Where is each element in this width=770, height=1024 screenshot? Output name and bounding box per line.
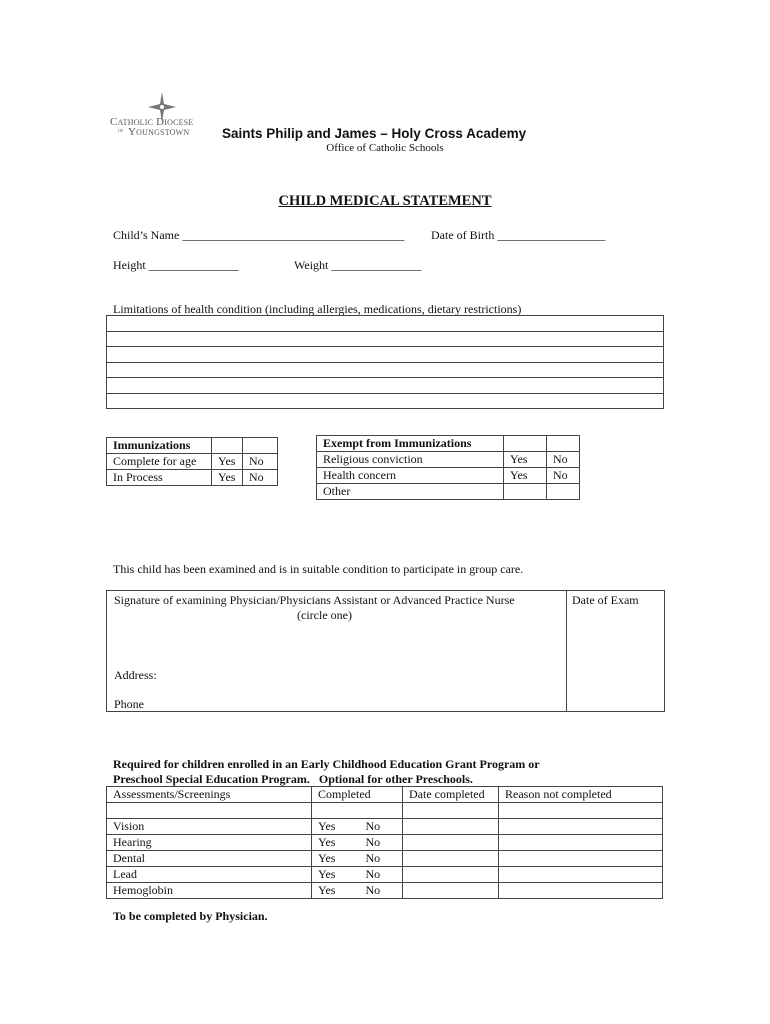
table-row	[107, 883, 663, 899]
logo-line-2: Youngstown	[128, 126, 190, 138]
reason-header: Reason not completed	[499, 787, 663, 803]
limitations-label: Limitations of health condition (including allergies, medications, dietary restrictions)	[113, 302, 522, 316]
assessment-completed[interactable]: Yes No	[312, 835, 403, 851]
immunizations-header: Immunizations	[107, 438, 212, 454]
exempt-no[interactable]	[547, 484, 580, 500]
immunizations-table	[106, 437, 278, 486]
limitations-line[interactable]	[107, 347, 664, 363]
exempt-row	[317, 452, 580, 468]
assessment-completed[interactable]: Yes No	[312, 867, 403, 883]
exempt-yes[interactable]: Yes	[504, 468, 547, 484]
assessment-name: Dental	[107, 851, 312, 867]
address-label: Address:	[114, 668, 157, 682]
assessments-spacer-row	[107, 803, 663, 819]
logo-line-2-small: of	[118, 128, 124, 134]
exempt-row	[317, 468, 580, 484]
immunization-yes[interactable]: Yes	[212, 470, 243, 486]
limitations-row	[107, 316, 664, 332]
immunization-no[interactable]: No	[243, 454, 278, 470]
date-of-exam-label: Date of Exam	[572, 593, 639, 607]
footer-note: To be completed by Physician.	[113, 909, 268, 923]
assessments-header-row	[107, 787, 663, 803]
reason-cell[interactable]	[499, 867, 663, 883]
signature-divider	[566, 591, 567, 711]
immunization-no[interactable]: No	[243, 470, 278, 486]
exempt-row	[317, 484, 580, 500]
limitations-table	[106, 315, 664, 409]
limitations-row	[107, 378, 664, 394]
exempt-yes[interactable]: Yes	[504, 452, 547, 468]
organization-name: Saints Philip and James – Holy Cross Academy	[222, 126, 527, 141]
limitations-row	[107, 347, 664, 363]
requirements-line-2: Preschool Special Education Program. Optional for other Preschools.	[113, 772, 473, 786]
signature-box	[106, 590, 665, 712]
exempt-label: Health concern	[317, 468, 504, 484]
height-field[interactable]: Height _______________	[113, 258, 239, 272]
signature-label: Signature of examining Physician/Physicians Assistant or Advanced Practice Nurse	[114, 593, 515, 607]
limitations-row	[107, 362, 664, 378]
table-row	[107, 851, 663, 867]
requirements-line-1: Required for children enrolled in an Early Childhood Education Grant Program or	[113, 757, 540, 771]
assessment-completed[interactable]: Yes No	[312, 819, 403, 835]
reason-cell[interactable]	[499, 819, 663, 835]
exempt-yes[interactable]	[504, 484, 547, 500]
table-row	[107, 867, 663, 883]
exempt-no[interactable]: No	[547, 468, 580, 484]
assessment-completed[interactable]: Yes No	[312, 851, 403, 867]
page-title: CHILD MEDICAL STATEMENT	[278, 193, 492, 209]
exempt-table	[316, 435, 580, 500]
logo-line-1: Catholic Diocese	[110, 116, 194, 128]
date-completed-cell[interactable]	[403, 851, 499, 867]
completed-header: Completed	[312, 787, 403, 803]
office-name: Office of Catholic Schools	[326, 142, 444, 154]
immunization-yes[interactable]: Yes	[212, 454, 243, 470]
circle-one-label: (circle one)	[297, 608, 352, 622]
date-completed-cell[interactable]	[403, 819, 499, 835]
limitations-line[interactable]	[107, 393, 664, 409]
assessment-name: Lead	[107, 867, 312, 883]
assessment-name: Hemoglobin	[107, 883, 312, 899]
reason-cell[interactable]	[499, 835, 663, 851]
table-row	[107, 819, 663, 835]
phone-label: Phone	[114, 697, 144, 711]
table-row	[107, 835, 663, 851]
assessments-header: Assessments/Screenings	[107, 787, 312, 803]
diocese-logo	[110, 92, 222, 140]
immunization-label: Complete for age	[107, 454, 212, 470]
date-completed-cell[interactable]	[403, 883, 499, 899]
limitations-line[interactable]	[107, 362, 664, 378]
limitations-row	[107, 393, 664, 409]
limitations-line[interactable]	[107, 316, 664, 332]
exempt-label: Other	[317, 484, 504, 500]
exempt-label: Religious conviction	[317, 452, 504, 468]
exempt-header: Exempt from Immunizations	[317, 436, 504, 452]
date-completed-header: Date completed	[403, 787, 499, 803]
weight-field[interactable]: Weight _______________	[294, 258, 422, 272]
assessment-completed[interactable]: Yes No	[312, 883, 403, 899]
date-of-birth-field[interactable]: Date of Birth __________________	[431, 228, 606, 242]
reason-cell[interactable]	[499, 883, 663, 899]
exempt-no[interactable]: No	[547, 452, 580, 468]
limitations-line[interactable]	[107, 331, 664, 347]
childs-name-field[interactable]: Child’s Name _____________________________________	[113, 228, 405, 242]
immunization-label: In Process	[107, 470, 212, 486]
assessments-table	[106, 786, 663, 899]
assessment-name: Vision	[107, 819, 312, 835]
immunization-row	[107, 454, 278, 470]
date-completed-cell[interactable]	[403, 867, 499, 883]
assessment-name: Hearing	[107, 835, 312, 851]
reason-cell[interactable]	[499, 851, 663, 867]
immunization-row	[107, 470, 278, 486]
examined-statement: This child has been examined and is in suitable condition to participate in group care.	[113, 562, 524, 576]
limitations-line[interactable]	[107, 378, 664, 394]
date-completed-cell[interactable]	[403, 835, 499, 851]
limitations-row	[107, 331, 664, 347]
